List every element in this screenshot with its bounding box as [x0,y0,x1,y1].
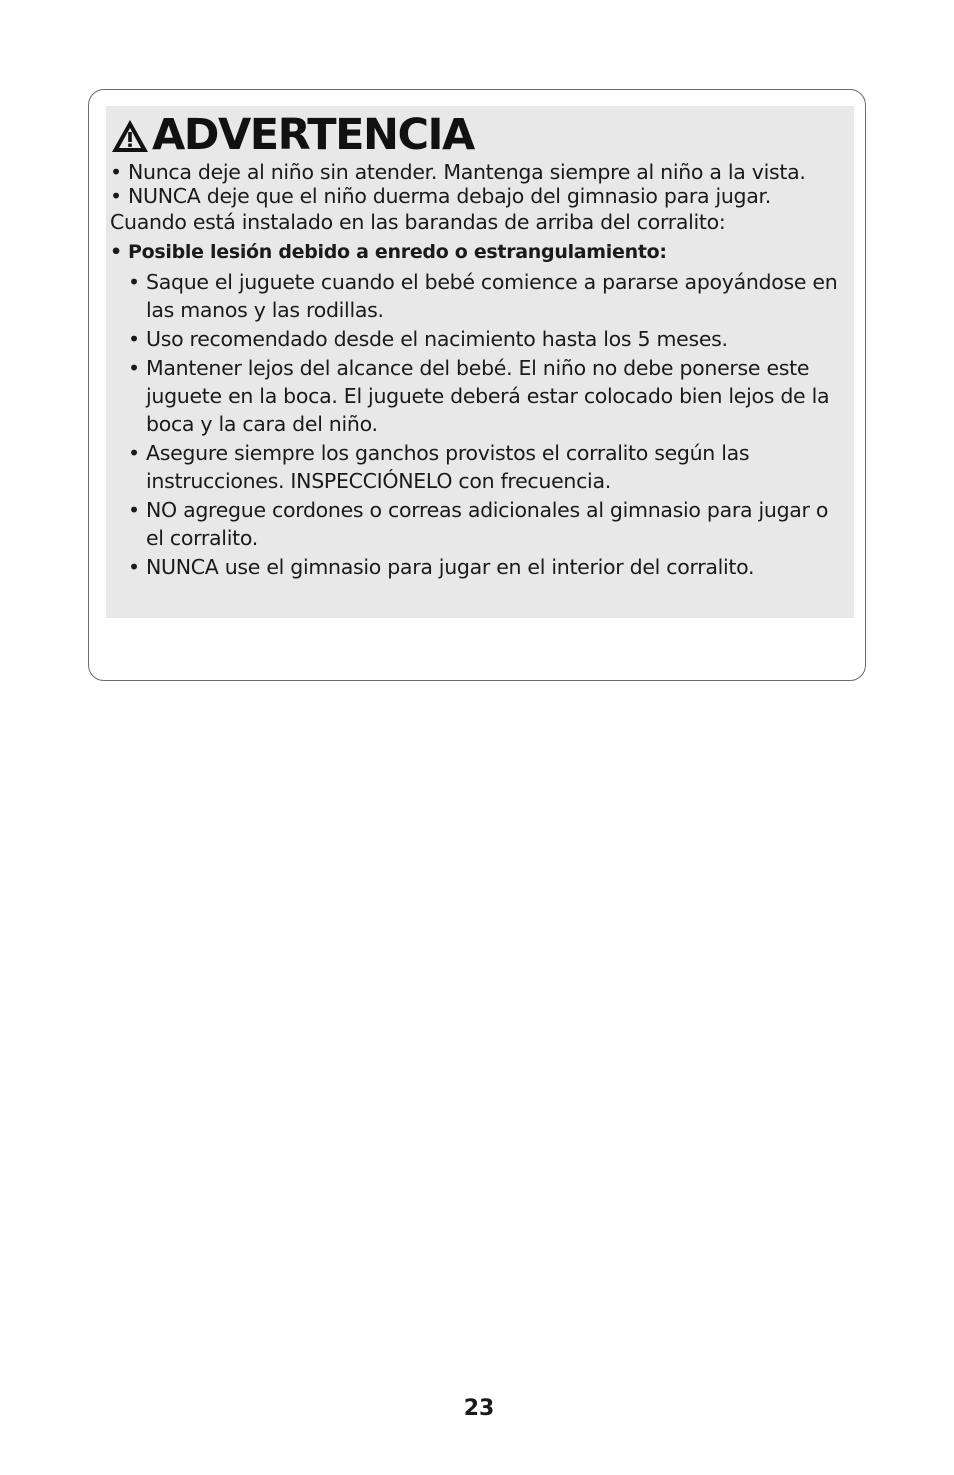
warning-triangle-icon [110,118,150,154]
warning-subitem [110,354,846,438]
warning-item-text: Nunca deje al niño sin atender. Mantenga siempre al niño a la vista. [128,160,806,184]
warning-item [110,182,846,210]
bullet: • [128,498,140,522]
warning-intro: Cuando está instalado en las barandas de arriba del corralito: [110,210,726,234]
bullet: • [110,241,122,263]
warning-panel [106,106,854,618]
warning-subitem [110,496,846,552]
warning-subitem-text: NO agregue cordones o correas adicionales al gimnasio para jugar o el corralito. [146,498,829,550]
warning-box [88,89,866,681]
warning-item-text: NUNCA deje que el niño duerma debajo del gimnasio para jugar. [128,184,771,208]
bullet: • [110,160,122,184]
bullet: • [128,327,140,351]
warning-subitem [110,268,846,324]
bullet: • [128,441,140,465]
bullet: • [128,356,140,380]
page-number: 23 [463,1396,495,1421]
warning-subitem-text: Uso recomendado desde el nacimiento hasta los 5 meses. [146,327,728,351]
warning-subitem-text: Asegure siempre los ganchos provistos el corralito según las instrucciones. INSPECCIÓNELO con frecuencia. [146,441,750,493]
warning-subitem [110,325,846,353]
hazard-heading [110,238,846,266]
warning-subitem-text: Saque el juguete cuando el bebé comience a pararse apoyándose en las manos y las rodillas. [146,270,838,322]
bullet: • [128,270,140,294]
warning-subitem-text: NUNCA use el gimnasio para jugar en el interior del corralito. [146,555,755,579]
bullet: • [110,184,122,208]
warning-title: ADVERTENCIA [152,109,474,160]
warning-subitem [110,439,846,495]
bullet: • [128,555,140,579]
warning-subitem-text: Mantener lejos del alcance del bebé. El niño no debe ponerse este juguete en la boca. El juguete deberá estar colocado bien lejos de la boca y la cara del niño. [146,356,830,436]
warning-header [110,108,846,162]
hazard-heading-text: Posible lesión debido a enredo o estrangulamiento: [128,241,667,263]
warning-subitem [110,553,846,581]
